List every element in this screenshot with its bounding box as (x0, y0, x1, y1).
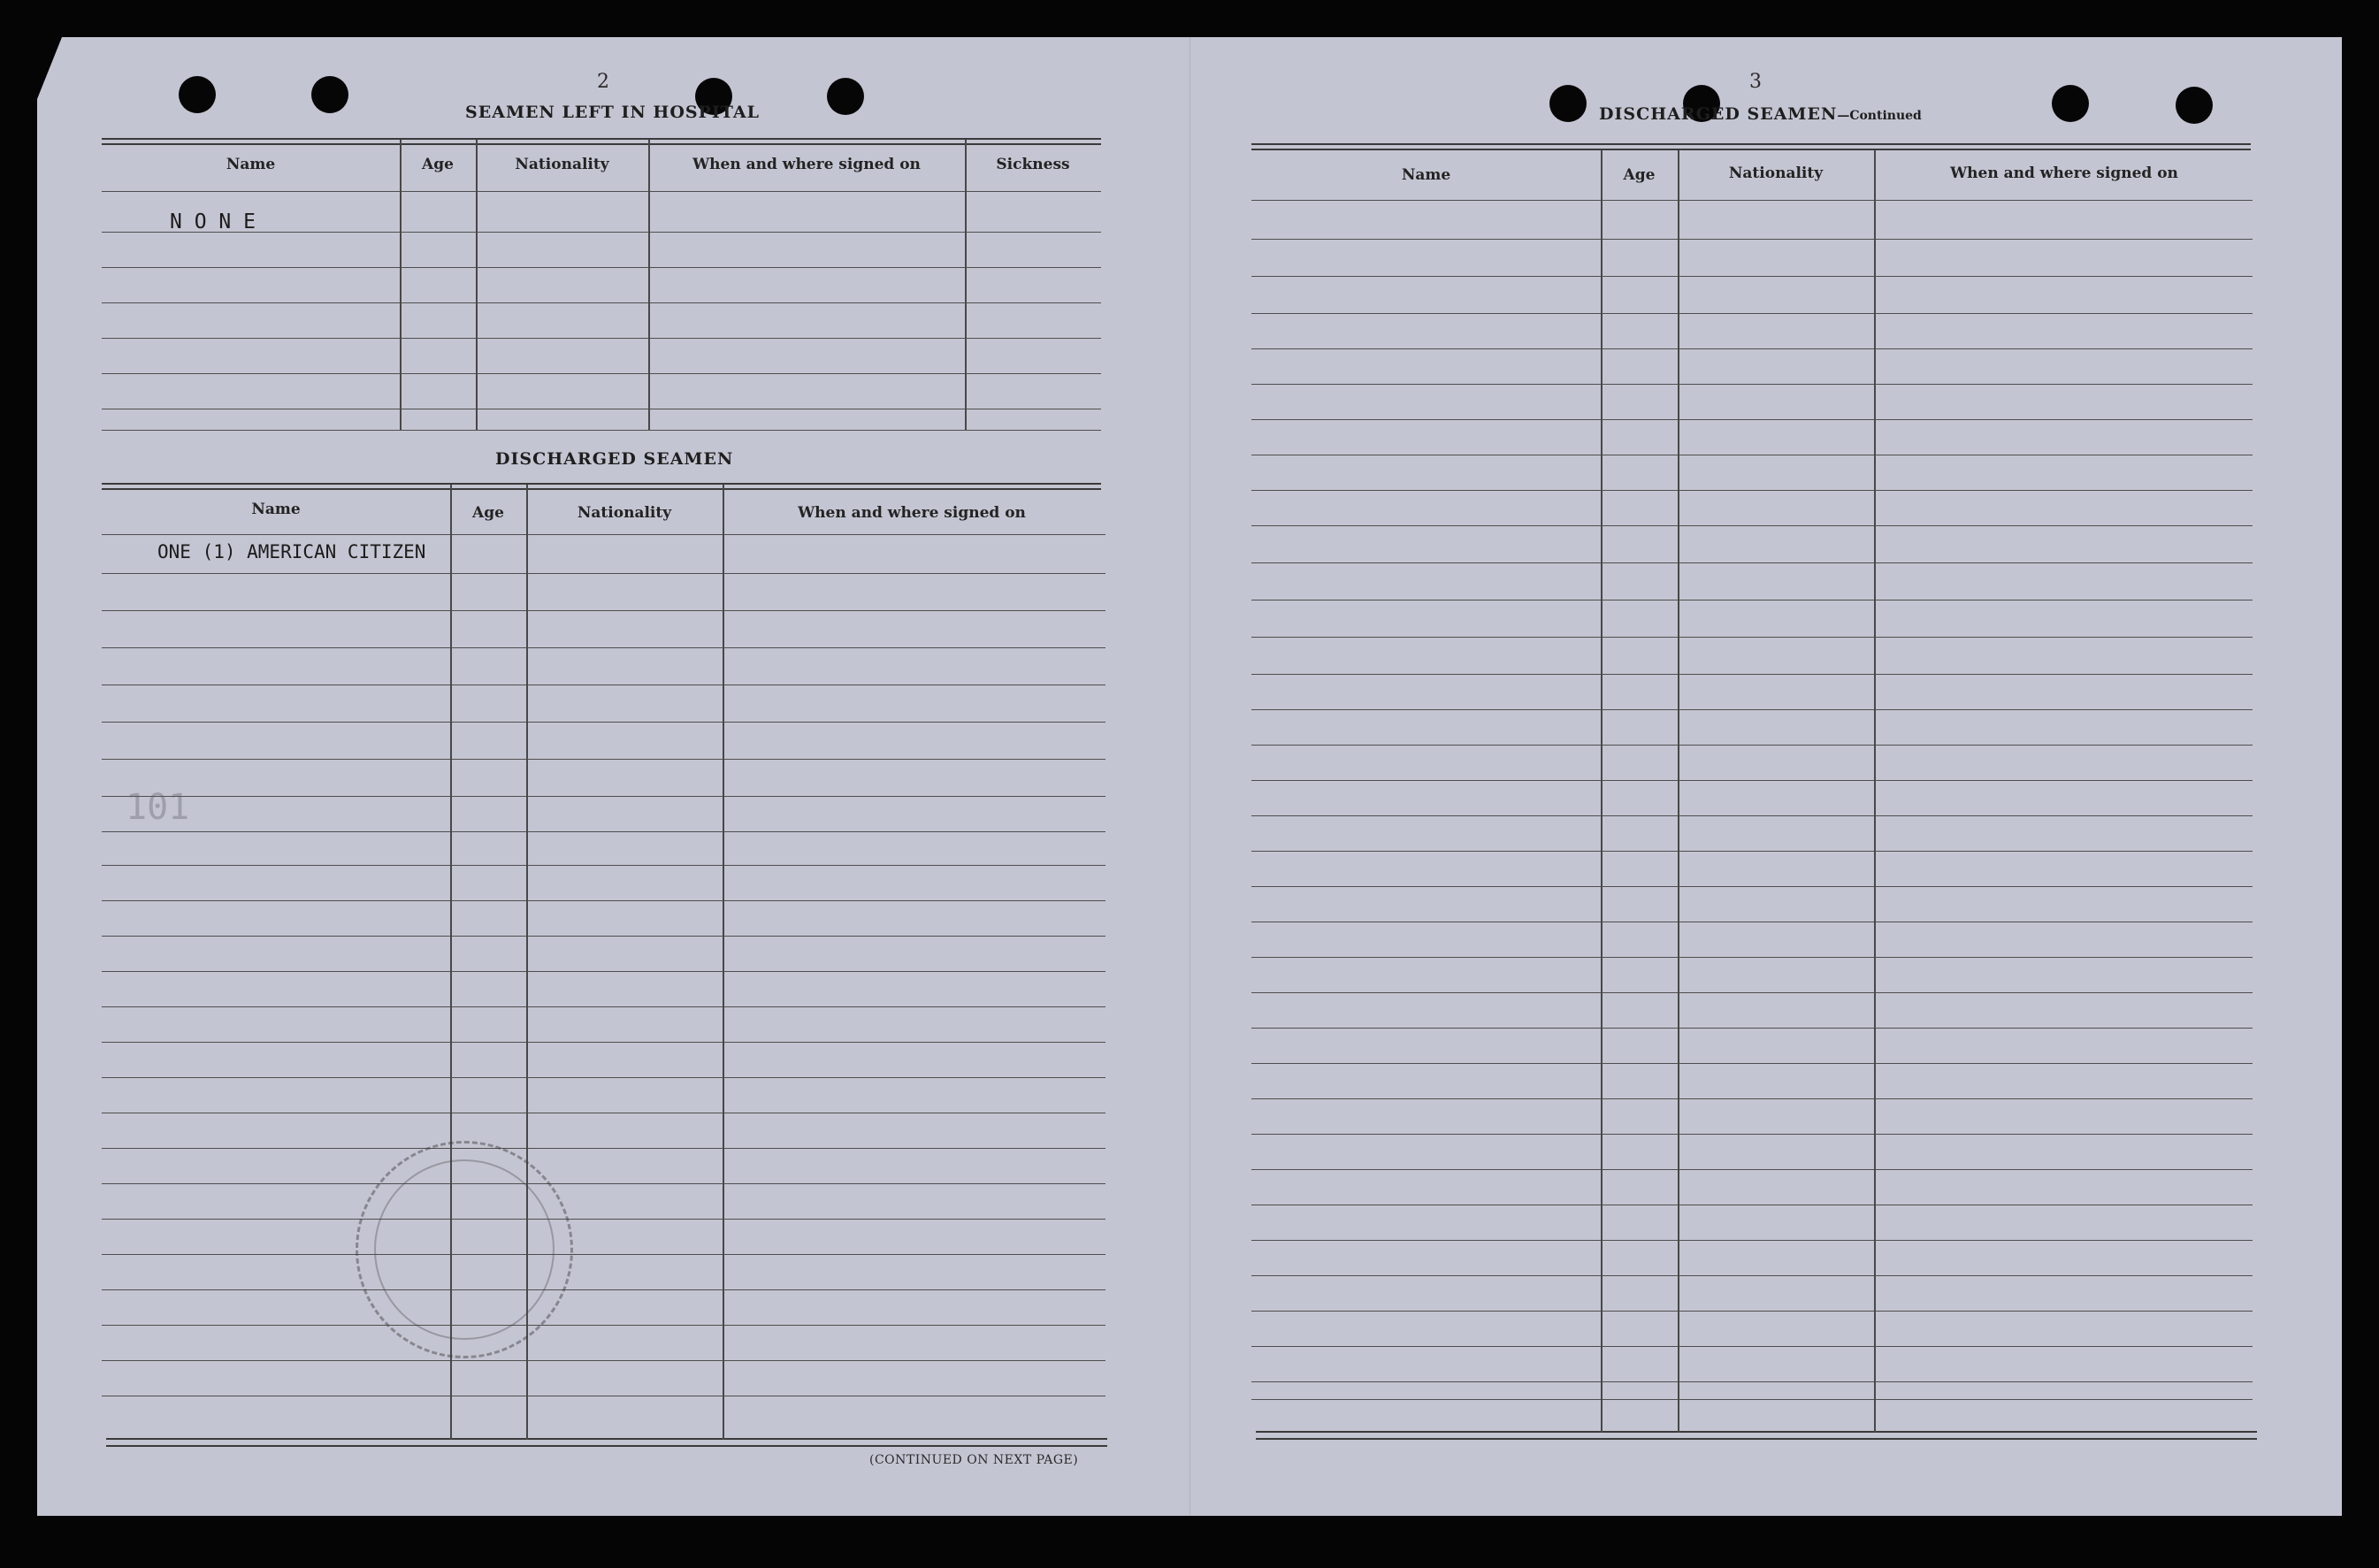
right-section-title (1599, 104, 1922, 124)
left-page-number: 2 (597, 71, 609, 93)
discharged-section-title: DISCHARGED SEAMEN (495, 449, 734, 469)
continued-col-name: Name (1401, 166, 1451, 184)
right-title-text: DISCHARGED SEAMEN (1599, 104, 1838, 124)
discharged-col-name: Name (251, 501, 301, 518)
right-page-number: 3 (1749, 71, 1762, 93)
discharged-entry: ONE (1) AMERICAN CITIZEN (157, 541, 426, 562)
discharged-col-signed-on: When and where signed on (798, 504, 1026, 522)
discharged-col-nationality: Nationality (577, 504, 672, 522)
hospital-col-name: Name (226, 156, 276, 173)
hospital-entry-none: N O N E (170, 210, 256, 233)
hospital-section-title: SEAMEN LEFT IN HOSPITAL (465, 103, 760, 122)
punch-hole (311, 76, 348, 113)
continued-col-signed-on: When and where signed on (1950, 164, 2178, 182)
faint-pencil-number: 101 (126, 787, 190, 828)
punch-hole (827, 78, 864, 115)
right-title-suffix: —Continued (1837, 109, 1922, 123)
hospital-col-nationality: Nationality (515, 156, 609, 173)
round-ink-stamp (356, 1141, 573, 1358)
continued-col-nationality: Nationality (1728, 164, 1824, 182)
punch-hole (179, 76, 216, 113)
hospital-col-signed-on: When and where signed on (692, 156, 921, 173)
continued-footer: (CONTINUED ON NEXT PAGE) (869, 1453, 1079, 1467)
discharged-col-age: Age (472, 504, 504, 522)
punch-hole (1549, 85, 1587, 122)
punch-hole (2052, 85, 2089, 122)
continued-col-age: Age (1623, 166, 1656, 184)
hospital-col-sickness: Sickness (996, 156, 1070, 173)
hospital-col-age: Age (422, 156, 454, 173)
punch-hole (2176, 87, 2213, 124)
